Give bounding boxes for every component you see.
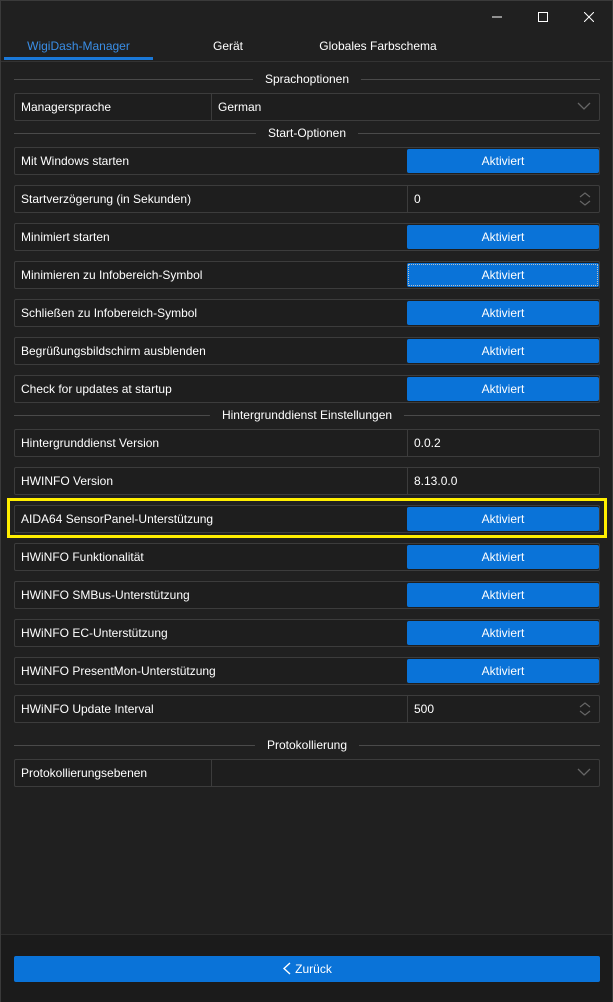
row-minimieren-infobereich — [14, 261, 600, 289]
section-title: Start-Optionen — [256, 125, 358, 141]
spinbox-value: 500 — [414, 702, 435, 716]
toggle-button[interactable]: Aktiviert — [407, 507, 599, 531]
row-begruessungsbildschirm — [14, 337, 600, 365]
toggle-button[interactable]: Aktiviert — [407, 659, 599, 683]
title-bar — [1, 1, 612, 33]
tab-globales-farbschema[interactable]: Globales Farbschema — [319, 39, 437, 53]
row-label: Mit Windows starten — [21, 154, 130, 168]
spinner-arrows-icon[interactable] — [579, 702, 591, 716]
row-hintergrunddienst-version — [14, 429, 600, 457]
maximize-icon — [538, 12, 548, 22]
row-managersprache — [14, 93, 600, 121]
row-label: AIDA64 SensorPanel-Unterstützung — [21, 512, 214, 526]
log-level-select[interactable] — [211, 760, 599, 786]
row-label: HWiNFO SMBus-Unterstützung — [21, 588, 190, 602]
row-check-updates — [14, 375, 600, 403]
toggle-button[interactable]: Aktiviert — [407, 225, 599, 249]
row-hwinfo-ec — [14, 619, 600, 647]
row-label: Schließen zu Infobereich-Symbol — [21, 306, 198, 320]
active-tab-indicator — [4, 57, 153, 60]
toggle-button[interactable]: Aktiviert — [407, 263, 599, 287]
row-label: Protokollierungsebenen — [21, 766, 148, 780]
row-protokollierungsebenen — [14, 759, 600, 787]
readonly-value — [407, 430, 599, 456]
section-title: Hintergrunddienst Einstellungen — [210, 407, 404, 423]
value-text: 8.13.0.0 — [414, 474, 458, 488]
section-title: Sprachoptionen — [253, 71, 361, 87]
toggle-button[interactable]: Aktiviert — [407, 301, 599, 325]
language-select[interactable] — [211, 94, 599, 120]
row-label: Hintergrunddienst Version — [21, 436, 160, 450]
start-delay-spinbox[interactable] — [407, 186, 599, 212]
section-title: Protokollierung — [255, 737, 359, 753]
toggle-button[interactable]: Aktiviert — [407, 339, 599, 363]
minimize-icon — [492, 12, 502, 22]
row-label: HWiNFO Funktionalität — [21, 550, 144, 564]
tab-bar — [1, 33, 612, 62]
row-label: HWINFO Version — [21, 474, 114, 488]
row-hwinfo-smbus — [14, 581, 600, 609]
spinbox-value: 0 — [414, 192, 421, 206]
row-label: Managersprache — [21, 100, 112, 114]
row-label: Startverzögerung (in Sekunden) — [21, 192, 192, 206]
chevron-down-icon — [577, 102, 591, 111]
value-text: 0.0.2 — [414, 436, 441, 450]
readonly-value — [407, 468, 599, 494]
section-start-optionen — [14, 125, 600, 141]
minimize-button[interactable] — [474, 1, 520, 33]
highlight-box — [7, 498, 607, 538]
maximize-button[interactable] — [520, 1, 566, 33]
row-hwinfo-funktionalitaet — [14, 543, 600, 571]
spinner-arrows-icon[interactable] — [579, 192, 591, 206]
row-label: Minimiert starten — [21, 230, 110, 244]
row-schliessen-infobereich — [14, 299, 600, 327]
tab-geraet[interactable]: Gerät — [212, 39, 243, 53]
row-label: HWiNFO PresentMon-Unterstützung — [21, 664, 216, 678]
row-label: HWiNFO Update Interval — [21, 702, 154, 716]
chevron-down-icon — [577, 768, 591, 777]
close-button[interactable] — [566, 1, 612, 33]
chevron-left-icon — [282, 962, 291, 975]
toggle-button[interactable]: Aktiviert — [407, 545, 599, 569]
footer-bar — [1, 934, 612, 1002]
close-icon — [584, 12, 594, 22]
toggle-button[interactable]: Aktiviert — [407, 583, 599, 607]
section-protokollierung — [14, 737, 600, 753]
row-label: Minimieren zu Infobereich-Symbol — [21, 268, 203, 282]
row-label: Begrüßungsbildschirm ausblenden — [21, 344, 206, 358]
row-label: HWiNFO EC-Unterstützung — [21, 626, 168, 640]
row-hwinfo-version — [14, 467, 600, 495]
row-hwinfo-update-interval — [14, 695, 600, 723]
toggle-button[interactable]: Aktiviert — [407, 377, 599, 401]
row-minimiert-starten — [14, 223, 600, 251]
toggle-button[interactable]: Aktiviert — [407, 621, 599, 645]
tab-wigidash-manager[interactable]: WigiDash-Manager — [27, 39, 130, 53]
row-startverzoegerung — [14, 185, 600, 213]
row-label: Check for updates at startup — [21, 382, 172, 396]
section-sprachoptionen — [14, 71, 600, 87]
back-label: Zurück — [295, 962, 332, 976]
back-button[interactable] — [14, 956, 600, 982]
section-hintergrunddienst — [14, 407, 600, 423]
update-interval-spinbox[interactable] — [407, 696, 599, 722]
row-hwinfo-presentmon — [14, 657, 600, 685]
toggle-button[interactable]: Aktiviert — [407, 149, 599, 173]
row-mit-windows-starten — [14, 147, 600, 175]
select-value: German — [218, 100, 262, 114]
